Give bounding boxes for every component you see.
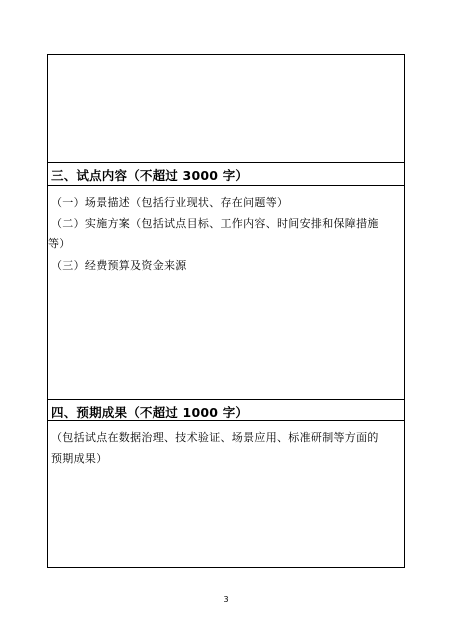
section-3-item-3: （三）经费预算及资金来源	[51, 259, 187, 272]
section-3-heading: 三、试点内容（不超过 3000 字）	[51, 168, 249, 183]
section-3-item-2-continued: 等）	[48, 237, 71, 250]
section-4-note-line-1: （包括试点在数据治理、技术验证、场景应用、标准研制等方面的	[51, 431, 379, 444]
previous-section-blank-area	[48, 55, 404, 163]
section-4-note-line-2: 预期成果）	[51, 452, 108, 465]
section-4-heading: 四、预期成果（不超过 1000 字）	[51, 405, 249, 420]
section-4-content-area	[48, 421, 404, 567]
application-form-table	[47, 54, 405, 568]
section-4-header	[48, 399, 404, 421]
section-3-item-1: （一）场景描述（包括行业现状、存在问题等）	[51, 196, 289, 209]
section-3-content-area	[48, 186, 404, 418]
section-3-item-2: （二）实施方案（包括试点目标、工作内容、时间安排和保障措施	[51, 217, 379, 230]
page-number: 3	[223, 595, 229, 604]
section-3-header	[48, 163, 404, 186]
